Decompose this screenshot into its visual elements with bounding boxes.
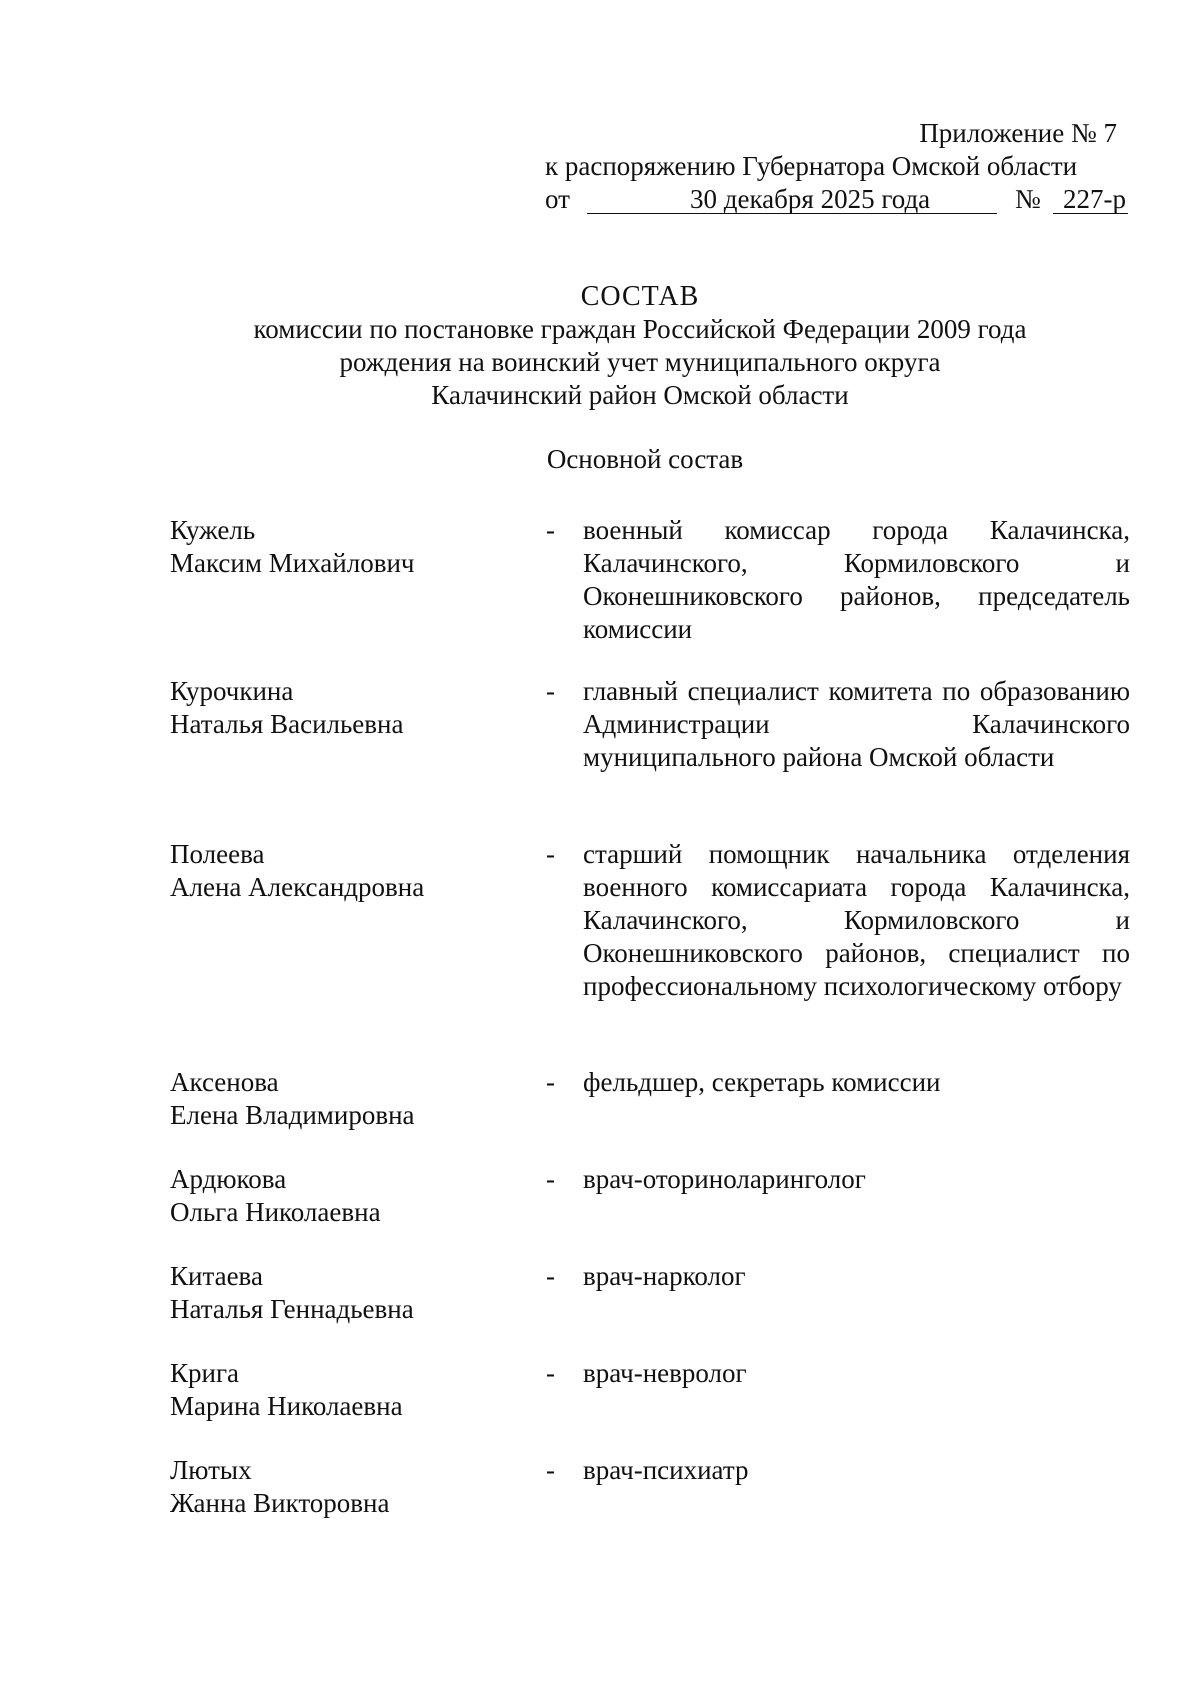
document-heading: СОСТАВ [580,281,700,312]
member-dash: - [546,515,555,545]
member-name [170,1454,530,1520]
number-label: № [1015,184,1041,214]
member-name [170,1260,530,1326]
appendix-header [545,117,1125,216]
appendix-order-ref: к распоряжению Губернатора Омской области [545,151,1078,181]
from-label: от [545,184,570,214]
member-dash: - [546,1067,555,1097]
member-surname: Курочкина [170,676,294,706]
member-name [170,514,530,580]
member-given-name: Марина Николаевна [170,1391,403,1421]
member-dash: - [546,1455,555,1485]
member-given-name: Елена Владимировна [170,1100,415,1130]
member-role: военный комиссар города Калачинска, Калачинского, Кормиловского и Оконешниковского районов, председатель комиссии [583,515,1130,644]
member-role: врач-невролог [583,1358,747,1388]
member-given-name: Жанна Викторовна [170,1488,390,1518]
member-dash: - [546,1261,555,1291]
member-name [170,1357,530,1423]
document-title-block [0,280,1200,412]
member-role: врач-психиатр [583,1455,749,1485]
member-given-name: Наталья Васильевна [170,709,404,739]
member-surname: Крига [170,1358,240,1388]
member-surname: Полеева [170,839,265,869]
title-line-2: рождения на воинский учет муниципального округа [339,347,941,377]
member-dash: - [546,839,555,869]
appendix-date-line [545,183,1125,216]
member-dash: - [546,676,555,706]
title-line-3: Калачинский район Омской области [431,380,849,410]
order-number: 227-р [1063,184,1126,214]
member-given-name: Алена Александровна [170,872,425,902]
member-role: старший помощник начальника отделения военного комиссариата города Калачинска, Калачинского, Кормиловского и Оконешниковского районов, специалист по профессиональному психологическому отбору [583,839,1130,1001]
order-date: 30 декабря 2025 года [690,184,931,214]
appendix-title: Приложение № 7 [919,118,1117,148]
member-role: фельдшер, секретарь комиссии [583,1067,941,1097]
member-name [170,1163,530,1229]
member-dash: - [546,1164,555,1194]
member-role: главный специалист комитета по образованию Администрации Калачинского муниципального района Омской области [583,676,1130,772]
member-role: врач-оториноларинголог [583,1164,866,1194]
member-surname: Аксенова [170,1067,279,1097]
member-given-name: Ольга Николаевна [170,1197,381,1227]
member-role: врач-нарколог [583,1261,746,1291]
member-surname: Кужель [170,515,256,545]
member-name [170,838,530,904]
member-surname: Китаева [170,1261,263,1291]
title-line-1: комиссии по постановке граждан Российской Федерации 2009 года [253,314,1027,344]
section-title: Основной состав [546,444,744,474]
member-dash: - [546,1358,555,1388]
member-surname: Лютых [170,1455,252,1485]
member-given-name: Наталья Геннадьевна [170,1294,414,1324]
member-given-name: Максим Михайлович [170,548,415,578]
member-name [170,675,530,741]
member-surname: Ардюкова [170,1164,287,1194]
member-name [170,1066,530,1132]
